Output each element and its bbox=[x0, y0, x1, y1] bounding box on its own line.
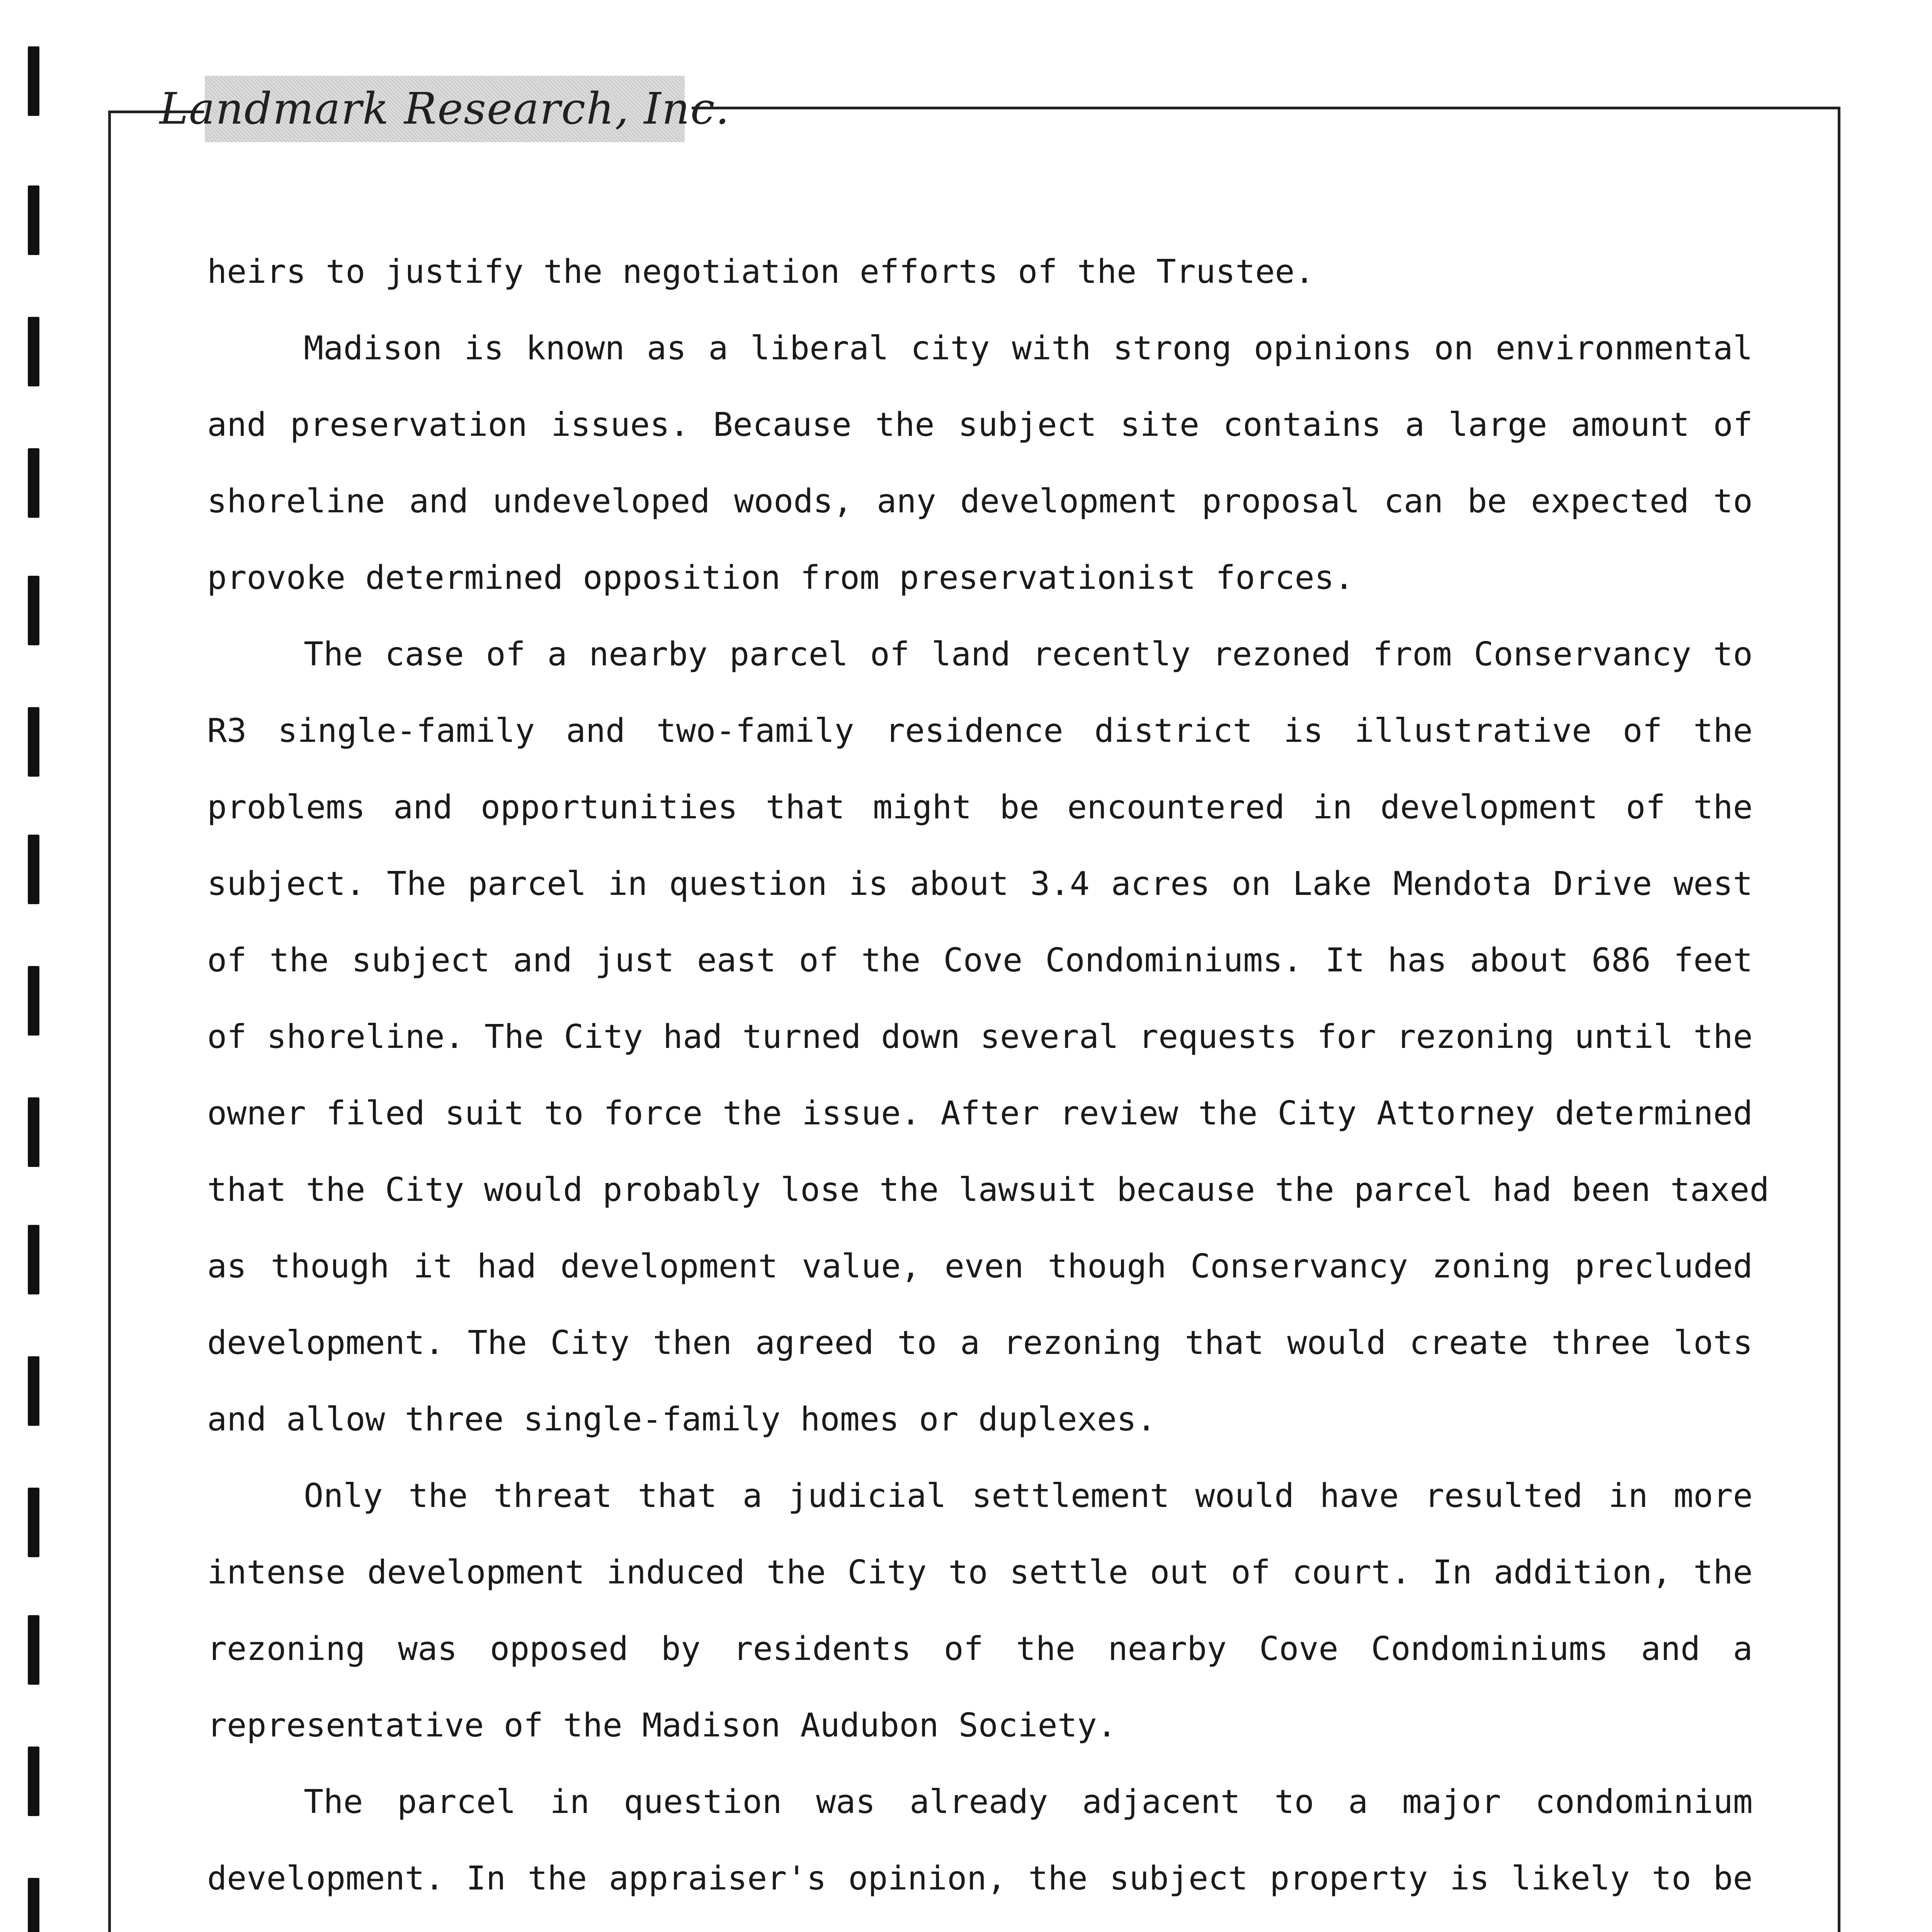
binding-mark bbox=[28, 966, 39, 1036]
text-line: subject. The parcel in question is about 3.4 acres on Lake Mendota Drive west bbox=[207, 865, 1753, 903]
text-line: and preservation issues. Because the subject site contains a large amount of bbox=[207, 406, 1753, 444]
text-line: Madison is known as a liberal city with strong opinions on environmental bbox=[304, 329, 1753, 367]
binding-mark bbox=[28, 448, 39, 518]
binding-mark bbox=[28, 576, 39, 645]
text-line: development. In the appraiser's opinion, the subject property is likely to be bbox=[207, 1859, 1753, 1898]
text-line: intense development induced the City to settle out of court. In addition, the bbox=[207, 1553, 1753, 1592]
text-line: Only the threat that a judicial settlement would have resulted in more bbox=[304, 1477, 1753, 1515]
binding-mark bbox=[28, 1488, 39, 1557]
text-line: and allow three single-family homes or duplexes. bbox=[207, 1400, 1156, 1439]
binding-mark bbox=[28, 317, 39, 386]
binding-mark bbox=[28, 835, 39, 904]
document-body bbox=[207, 241, 1769, 1932]
text-line: rezoning was opposed by residents of the nearby Cove Condominiums and a bbox=[207, 1630, 1753, 1668]
binding-mark bbox=[28, 1225, 39, 1294]
text-line bbox=[207, 1924, 1753, 1932]
binding-mark bbox=[28, 1878, 39, 1932]
text-line: development. The City then agreed to a rezoning that would create three lots bbox=[207, 1324, 1753, 1362]
binding-mark bbox=[28, 1097, 39, 1167]
frame-right-rule bbox=[1838, 107, 1840, 1932]
letterhead-banner bbox=[159, 76, 730, 142]
text-line: owner filed suit to force the issue. After review the City Attorney determined bbox=[207, 1094, 1753, 1133]
text-line: as though it had development value, even though Conservancy zoning precluded bbox=[207, 1247, 1753, 1286]
text-line: heirs to justify the negotiation efforts of the Trustee. bbox=[207, 253, 1315, 291]
text-line: R3 single-family and two-family residence district is illustrative of the bbox=[207, 712, 1753, 750]
text-line: The case of a nearby parcel of land recently rezoned from Conservancy to bbox=[304, 635, 1753, 673]
frame-top-right-rule bbox=[692, 107, 1840, 109]
letterhead-logo: Landmark Research, Inc. bbox=[159, 84, 730, 134]
binding-mark bbox=[28, 1615, 39, 1685]
text-line: The parcel in question was already adjacent to a major condominium bbox=[304, 1783, 1753, 1821]
binding-mark bbox=[28, 1356, 39, 1426]
binding-mark bbox=[28, 707, 39, 777]
text-line: that the City would probably lose the lawsuit because the parcel had been taxed bbox=[207, 1171, 1769, 1209]
binding-mark bbox=[28, 1747, 39, 1816]
text-line: provoke determined opposition from preservationist forces. bbox=[207, 559, 1354, 597]
text-line: of the subject and just east of the Cove Condominiums. It has about 686 feet bbox=[207, 941, 1753, 980]
text-line: shoreline and undeveloped woods, any development proposal can be expected to bbox=[207, 482, 1753, 520]
frame-left-rule bbox=[108, 111, 111, 1932]
text-line: representative of the Madison Audubon Society. bbox=[207, 1706, 1117, 1745]
binding-mark bbox=[28, 46, 39, 116]
text-line: problems and opportunities that might be encountered in development of the bbox=[207, 788, 1753, 827]
text-line: of shoreline. The City had turned down several requests for rezoning until the bbox=[207, 1018, 1753, 1056]
binding-mark bbox=[28, 185, 39, 255]
